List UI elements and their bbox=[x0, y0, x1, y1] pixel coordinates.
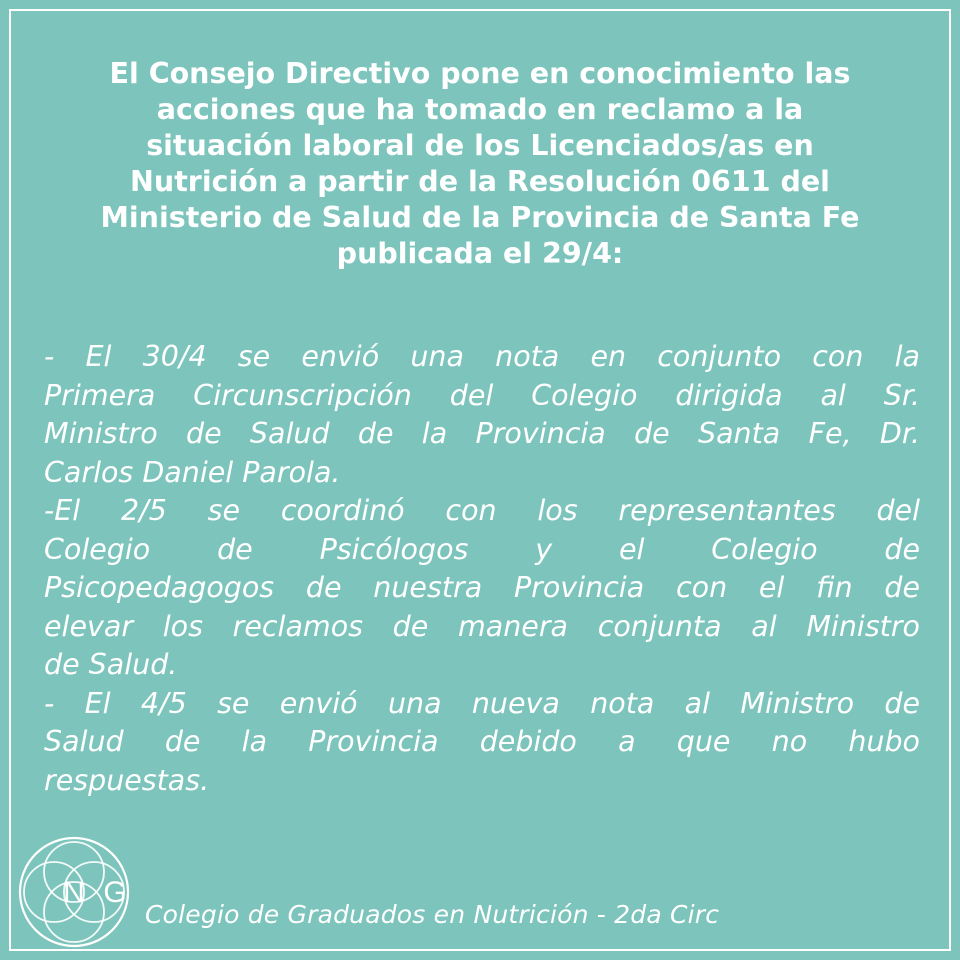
logo-letter-g: G bbox=[103, 876, 127, 909]
body-line: respuestas. bbox=[44, 763, 210, 797]
body-line: Carlos Daniel Parola. bbox=[44, 455, 341, 489]
body-line: -El 2/5 se coordinó con los representantes del bbox=[44, 494, 920, 527]
body-line: - El 30/4 se envió una nota en conjunto con la bbox=[44, 340, 920, 373]
announcement-title bbox=[40, 56, 920, 272]
title-line: El Consejo Directivo pone en conocimiento las bbox=[109, 57, 851, 90]
title-line: situación laboral de los Licenciados/as en bbox=[146, 129, 814, 162]
footer-organization-name: Colegio de Graduados en Nutrición - 2da Circ bbox=[145, 900, 720, 929]
title-line: acciones que ha tomado en reclamo a la bbox=[156, 93, 804, 126]
announcement-body bbox=[44, 338, 920, 800]
ng-circles-logo-icon bbox=[18, 836, 130, 948]
title-line: publicada el 29/4: bbox=[336, 237, 624, 270]
body-line: Colegio de Psicólogos y el Colegio de bbox=[44, 532, 920, 566]
body-line: Ministro de Salud de la Provincia de Santa Fe, Dr. bbox=[44, 417, 920, 450]
body-line: Psicopedagogos de nuestra Provincia con el fin de bbox=[44, 571, 920, 604]
body-line: - El 4/5 se envió una nueva nota al Ministro de bbox=[44, 686, 920, 720]
body-line: de Salud. bbox=[44, 648, 178, 681]
body-line: Salud de la Provincia debido a que no hubo bbox=[44, 725, 920, 758]
body-line: elevar los reclamos de manera conjunta al Ministro bbox=[44, 609, 920, 643]
title-line: Nutrición a partir de la Resolución 0611 del bbox=[130, 165, 830, 198]
body-line: Primera Circunscripción del Colegio dirigida al Sr. bbox=[44, 378, 920, 412]
logo-letter-n: N bbox=[63, 876, 85, 909]
title-line: Ministerio de Salud de la Provincia de Santa Fe bbox=[100, 201, 860, 234]
